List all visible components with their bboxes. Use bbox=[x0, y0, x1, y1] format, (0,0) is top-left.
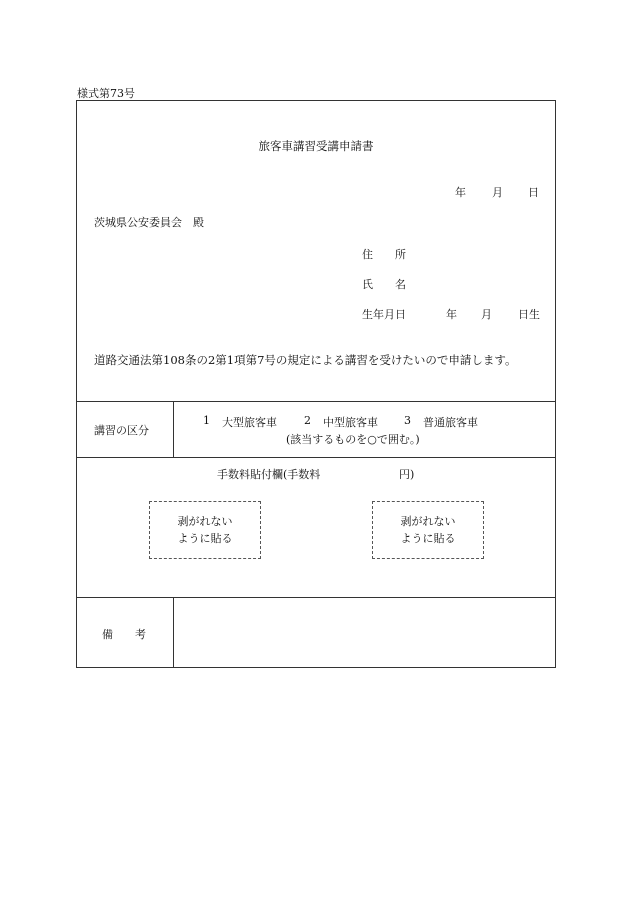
divider-fee-top bbox=[77, 457, 555, 458]
birth-day-label: 日生 bbox=[518, 308, 540, 321]
fee-label: 手数料貼付欄(手数料 bbox=[217, 468, 321, 481]
date-day-label: 日 bbox=[528, 186, 539, 199]
date-month-label: 月 bbox=[492, 186, 503, 199]
form-title: 旅客車講習受講申請書 bbox=[258, 139, 374, 153]
stamp-box-left[interactable] bbox=[149, 501, 261, 559]
course-column-divider bbox=[173, 401, 174, 457]
stamp-instruction: 剥がれない bbox=[400, 515, 456, 528]
course-option-2-text[interactable]: 中型旅客車 bbox=[323, 416, 378, 429]
course-option-3-text[interactable]: 普通旅客車 bbox=[423, 416, 478, 429]
addressee: 茨城県公安委員会 殿 bbox=[94, 216, 204, 229]
course-option-1-text[interactable]: 大型旅客車 bbox=[222, 416, 277, 429]
name-label[interactable]: 氏 名 bbox=[362, 278, 406, 291]
application-statement: 道路交通法第108条の2第1項第7号の規定による講習を受けたいので申請します。 bbox=[94, 353, 517, 367]
course-option-2-num[interactable]: 2 bbox=[304, 414, 311, 427]
birth-month-label: 月 bbox=[481, 308, 492, 321]
fee-unit: 円) bbox=[399, 468, 415, 481]
application-form bbox=[76, 100, 556, 668]
stamp-instruction: ように貼る bbox=[400, 532, 456, 545]
date-year-label: 年 bbox=[455, 186, 466, 199]
remarks-column-divider bbox=[173, 597, 174, 668]
stamp-box-right[interactable] bbox=[372, 501, 484, 559]
course-label: 講習の区分 bbox=[94, 424, 149, 437]
course-option-1-num[interactable]: 1 bbox=[203, 414, 210, 427]
remarks-field[interactable] bbox=[175, 598, 555, 667]
course-option-3-num[interactable]: 3 bbox=[404, 414, 411, 427]
stamp-instruction: ように貼る bbox=[177, 532, 233, 545]
remarks-label: 備 考 bbox=[102, 628, 146, 641]
birth-year-label: 年 bbox=[446, 308, 457, 321]
form-number: 様式第73号 bbox=[77, 87, 135, 100]
stamp-instruction: 剥がれない bbox=[177, 515, 233, 528]
address-label[interactable]: 住 所 bbox=[362, 248, 406, 261]
divider-course-top bbox=[77, 401, 555, 402]
course-note: (該当するものを○で囲む。) bbox=[286, 433, 420, 446]
birth-date-label[interactable]: 生年月日 bbox=[362, 308, 406, 321]
